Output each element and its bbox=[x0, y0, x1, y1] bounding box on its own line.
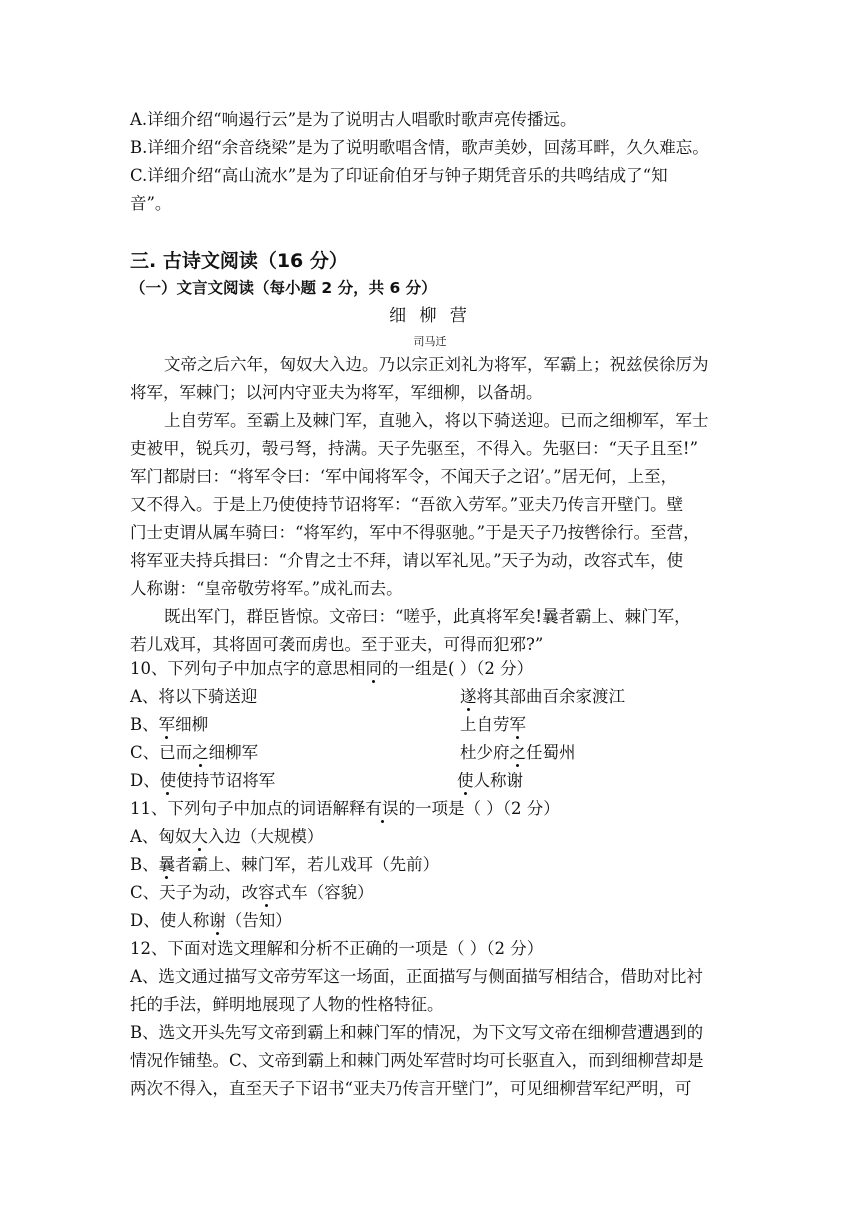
passage-line: 又不得入。于是上乃使使持节诏将军：“吾欲入劳军。”亚夫乃传言开壁门。壁 bbox=[130, 495, 684, 514]
passage-line: 人称谢：“皇帝敬劳将军。”成礼而去。 bbox=[130, 579, 403, 598]
option-a-right: 遂将其部曲百余家渡江 bbox=[460, 687, 625, 706]
dotted-char: 军 bbox=[158, 715, 176, 734]
question-11-option-a: A、匈奴大入边（大规模） bbox=[130, 827, 324, 846]
passage-author: 司马迁 bbox=[413, 335, 447, 348]
sub-heading: （一）文言文阅读（每小题 2 分，共 6 分） bbox=[130, 279, 437, 297]
question-12-line: 两次不得入，直至天子下诏书“亚夫乃传言开壁门”，可见细柳营军纪严明，可 bbox=[130, 1079, 692, 1098]
question-11-stem: 11、下列句子中加点的词语解释有误的一项是（ ）（2 分） bbox=[130, 799, 560, 818]
question-10-option-c: C、已而之细柳军 杜少府之任蜀州 bbox=[130, 743, 576, 762]
passage-line: 军门都尉曰：“将军令曰：‘军中闻将军令，不闻天子之诏’。”居无何，上至， bbox=[130, 467, 678, 486]
option-b-right: 上自劳军 bbox=[460, 715, 526, 734]
dotted-char: 使 bbox=[457, 771, 474, 790]
passage-line: 将军亚夫持兵揖曰：“介胄之士不拜，请以军礼见。”天子为动，改容式车，使 bbox=[130, 551, 684, 570]
dotted-char: 遂 bbox=[460, 687, 477, 706]
question-12-line: A、选文通过描写文帝劳军这一场面，正面描写与侧面描写相结合，借助对比衬 bbox=[130, 967, 703, 986]
passage-line: 将军，军棘门；以河内守亚夫为将军，军细柳，以备胡。 bbox=[130, 383, 543, 402]
dotted-char: 之 bbox=[192, 743, 209, 762]
dotted-char: 曩 bbox=[158, 855, 176, 874]
option-c-line: C.详细介绍“高山流水”是为了印证俞伯牙与钟子期凭音乐的共鸣结成了“知 bbox=[130, 166, 668, 185]
passage-line: 吏被甲，锐兵刃，彀弓弩，持满。天子先驱至，不得入。先驱曰：“天子且至!” bbox=[130, 439, 699, 458]
question-11-option-d: D、使人称谢（告知） bbox=[130, 911, 292, 930]
dotted-char: 同 bbox=[365, 659, 382, 678]
question-10-option-b: B、军细柳 上自劳军 bbox=[130, 715, 526, 734]
passage-line: 上自劳军。至霸上及棘门军，直驰入，将以下骑送迎。已而之细柳军，军士 bbox=[164, 411, 709, 430]
dotted-char: 谢 bbox=[209, 911, 226, 930]
question-11-option-b: B、曩者霸上、棘门军，若儿戏耳（先前） bbox=[130, 855, 440, 874]
dotted-word: 有误 bbox=[365, 799, 399, 818]
question-10-stem: 10、下列句子中加点字的意思相同的一组是( ）（2 分） bbox=[130, 659, 534, 678]
section-heading: 三. 古诗文阅读（16 分） bbox=[130, 250, 348, 272]
option-d-right: 使人称谢 bbox=[457, 771, 523, 790]
passage-line: 若儿戏耳，其将固可袭而虏也。至于亚夫，可得而犯邪?” bbox=[130, 635, 544, 654]
passage-line: 文帝之后六年，匈奴大入边。乃以宗正刘礼为将军，军霸上；祝兹侯徐厉为 bbox=[164, 355, 709, 374]
passage-line: 门士吏谓从属车骑曰：“将军约，军中不得驱驰。”于是天子乃按辔徐行。至营， bbox=[130, 523, 700, 542]
question-11-option-c: C、天子为动，改容式车（容貌） bbox=[130, 883, 374, 902]
option-c-right: 杜少府之任蜀州 bbox=[460, 743, 576, 762]
question-12-line: 情况作铺垫。C、文帝到霸上和棘门两处军营时均可长驱直入，而到细柳营却是 bbox=[130, 1051, 704, 1070]
dotted-char: 容 bbox=[258, 883, 275, 902]
question-10-option-d: D、使使持节诏将军 使人称谢 bbox=[130, 771, 523, 790]
passage-title: 细 柳 营 bbox=[389, 306, 471, 326]
dotted-char: 之 bbox=[509, 743, 526, 762]
question-12-stem: 12、下面对选文理解和分析不正确的一项是（ ）（2 分） bbox=[130, 939, 544, 958]
dotted-char: 大 bbox=[191, 827, 208, 846]
option-a-line: A.详细介绍“响遏行云”是为了说明古人唱歌时歌声亮传播远。 bbox=[130, 110, 577, 129]
question-12-line: B、选文开头先写文帝到霸上和棘门军的情况，为下文写文帝在细柳营遭遇到的 bbox=[130, 1023, 704, 1042]
option-c-line-continued: 音”。 bbox=[130, 194, 172, 213]
passage-line: 既出军门，群臣皆惊。文帝曰：“嗟乎，此真将军矣!曩者霸上、棘门军， bbox=[164, 607, 691, 626]
option-b-line: B.详细介绍“余音绕梁”是为了说明歌唱含情，歌声美妙，回荡耳畔，久久难忘。 bbox=[130, 138, 709, 157]
question-12-line: 托的手法，鲜明地展现了人物的性格特征。 bbox=[130, 995, 444, 1014]
question-10-option-a: A、将以下骑送迎 遂将其部曲百余家渡江 bbox=[130, 687, 625, 706]
dotted-char: 使 bbox=[159, 771, 177, 790]
dotted-char: 军 bbox=[509, 715, 526, 734]
